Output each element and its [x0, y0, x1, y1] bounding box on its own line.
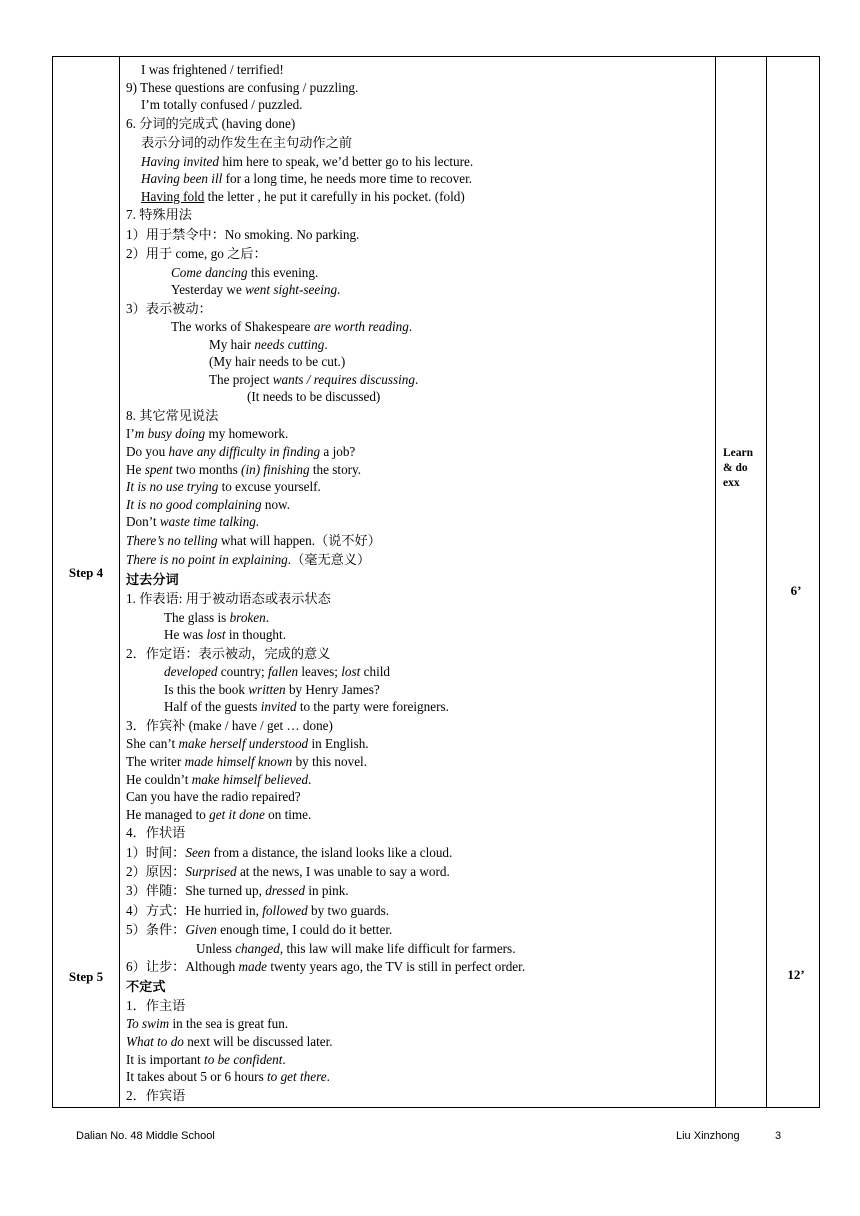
text-run: by two guards. [307, 902, 390, 918]
text-run: changed [235, 940, 280, 956]
content-line [126, 353, 716, 371]
text-run: 2．作宾语 [126, 1087, 186, 1103]
content-line [126, 153, 716, 171]
text-run: twenty years ago, the TV is still in perfect order. [267, 959, 526, 975]
text-run: 2．作定语：表示被动，完成的意义 [126, 645, 331, 661]
text-run: Do you [126, 444, 169, 460]
text-run: It is important [126, 1051, 205, 1067]
text-run: . [265, 609, 270, 625]
text-run: It is no good complaining [126, 496, 262, 512]
text-run: what will happen.（说不好） [217, 533, 381, 549]
content-line [126, 806, 716, 824]
content-line [126, 114, 716, 133]
text-run: Surprised [185, 864, 237, 880]
text-run: 4）方式：He hurried in, [126, 902, 263, 918]
text-run: (My hair needs to be cut.) [209, 354, 346, 370]
text-run: . [282, 1051, 286, 1067]
text-run: 2）用于 come, go 之后： [126, 246, 267, 262]
text-run: from a distance, the island looks like a cloud. [210, 844, 453, 860]
content-line [126, 862, 716, 881]
text-run: are worth reading [313, 319, 409, 335]
content-line [126, 79, 716, 97]
content-line [126, 133, 716, 152]
text-run: 表示分词的动作发生在主句动作之前 [141, 135, 352, 151]
content-line [126, 570, 716, 589]
column-divider [766, 57, 767, 1107]
content-line [126, 1033, 716, 1051]
text-run: 6. 分词的完成式 (having done) [126, 115, 296, 131]
step-4-label: Step 4 [68, 565, 104, 580]
content-line [126, 626, 716, 644]
text-run: The writer [126, 753, 185, 769]
text-run: made himself known [184, 753, 293, 769]
step-5-time: 12’ [787, 967, 805, 982]
content-line [126, 753, 716, 771]
activity-label [723, 446, 767, 491]
text-run: . [308, 771, 312, 787]
text-run: on time. [264, 806, 312, 822]
content-line [126, 496, 716, 514]
text-run: to get there [267, 1069, 327, 1085]
content-line [126, 264, 716, 282]
text-run: . [255, 514, 260, 530]
text-run: went sight-seeing [245, 282, 338, 298]
text-run: (It needs to be discussed) [247, 389, 381, 405]
content-line [126, 225, 716, 244]
text-run: 5）条件： [126, 922, 186, 938]
content-line [126, 788, 716, 806]
content-line [126, 531, 716, 550]
text-run: Can you have the radio repaired? [126, 789, 301, 805]
text-run: 6）让步：Although [126, 959, 239, 975]
content-line [126, 644, 716, 663]
content-line [126, 170, 716, 188]
text-run: to be confident [204, 1051, 283, 1067]
content-line [126, 425, 716, 443]
content-line [126, 550, 716, 569]
text-run: in the sea is great fun. [169, 1016, 289, 1032]
content-line [126, 388, 716, 406]
text-run: this evening. [247, 264, 319, 280]
text-run: What to do [126, 1034, 184, 1049]
text-run: . [324, 336, 328, 352]
content-line [126, 1015, 716, 1033]
content-line [126, 940, 716, 958]
text-run: 3．作宾补 (make / have / get … done) [126, 717, 333, 733]
text-run: 1）时间： [126, 844, 186, 860]
text-run: child [360, 664, 390, 680]
activity-line: Learn [723, 447, 754, 459]
text-run: followed [262, 902, 308, 918]
text-run: There is no point in explaining [126, 552, 288, 568]
text-run: The works of Shakespeare [171, 319, 314, 335]
content-line [126, 901, 716, 920]
page-number: 3 [775, 1130, 782, 1142]
text-run: 7. 特殊用法 [126, 207, 192, 223]
text-run: enough time, I could do it better. [216, 922, 393, 938]
content-line [126, 513, 716, 531]
text-run: m busy doing [134, 426, 206, 442]
text-run: She can’t [126, 736, 179, 752]
text-run: dressed [265, 883, 306, 899]
text-run: 过去分词 [126, 571, 179, 587]
lesson-table [52, 56, 820, 1108]
text-run: . [326, 1069, 330, 1085]
text-run: . [414, 371, 419, 387]
content-line [126, 406, 716, 425]
content-line [126, 244, 716, 263]
text-run: spent [144, 461, 173, 477]
text-run: fallen [268, 664, 299, 680]
content-line [126, 589, 716, 608]
content-line [126, 1068, 716, 1086]
content-line [126, 881, 716, 900]
text-run: next will be discussed later. [183, 1034, 333, 1049]
text-run: It takes about 5 or 6 hours [126, 1069, 268, 1085]
text-run: It is no use trying [126, 479, 219, 495]
text-run: Having fold [141, 188, 205, 204]
activity-line: & do [723, 462, 748, 474]
text-run: invited [260, 699, 297, 715]
text-run: .（毫无意义） [287, 552, 371, 568]
text-run: Unless [196, 940, 236, 956]
content-line [126, 205, 716, 224]
text-run: my homework. [205, 426, 289, 442]
text-run: 3）表示被动： [126, 300, 212, 316]
text-run: To swim [126, 1016, 170, 1032]
text-run: 2）原因： [126, 864, 186, 880]
text-run: Having invited [141, 153, 220, 169]
content-line [126, 663, 716, 681]
text-run: in English. [308, 736, 369, 752]
text-run: 1．作主语 [126, 998, 186, 1014]
content-line [126, 823, 716, 842]
text-run: He managed to [126, 806, 210, 822]
text-run: 8. 其它常见说法 [126, 408, 219, 424]
text-run: the letter , he put it carefully in his pocket. (fold) [204, 188, 465, 204]
content-line [126, 188, 716, 206]
content-line [126, 843, 716, 862]
text-run: broken [229, 609, 266, 625]
text-run: at the news, I was unable to say a word. [236, 864, 450, 880]
text-run: 1）用于禁令中：No smoking. No parking. [126, 226, 360, 242]
text-run: get it done [209, 806, 265, 822]
footer-author: Liu Xinzhong [676, 1130, 740, 1142]
content-line [126, 920, 716, 939]
text-run: a job? [320, 444, 356, 460]
text-run: now. [261, 496, 290, 512]
text-run: 不定式 [126, 978, 166, 994]
content-line [126, 461, 716, 479]
content-line [126, 61, 716, 79]
content-line [126, 716, 716, 735]
text-run: to excuse yourself. [218, 479, 321, 495]
content-line [126, 443, 716, 461]
text-run: for a long time, he needs more time to recover. [222, 171, 473, 187]
text-run: make himself believed [191, 771, 309, 787]
text-run: waste time talking [159, 514, 256, 530]
text-run: have any difficulty in finding [168, 444, 321, 460]
content-line [126, 609, 716, 627]
content-line [126, 96, 716, 114]
text-run: by Henry James? [285, 681, 380, 697]
text-run: I’ [126, 426, 135, 442]
text-run: The glass is [164, 609, 230, 625]
content-line [126, 681, 716, 699]
text-run: in pink. [305, 883, 349, 899]
text-run: Yesterday we [171, 282, 246, 298]
text-run: I’m totally confused / puzzled. [141, 97, 303, 113]
text-run: wants / requires discussing [272, 371, 415, 387]
text-run: , this law will make life difficult for farmers. [279, 940, 516, 956]
text-run: He couldn’t [126, 771, 192, 787]
text-run: There’s no telling [126, 533, 218, 549]
footer-school: Dalian No. 48 Middle School [76, 1130, 215, 1142]
text-run: Having been ill [141, 171, 223, 187]
text-run: by this novel. [292, 753, 368, 769]
text-run: the story. [309, 461, 362, 477]
content-line [126, 318, 716, 336]
text-run: in thought. [225, 627, 286, 643]
text-run: 9) These questions are confusing / puzzling. [126, 79, 359, 95]
text-run: (in) finishing [241, 461, 310, 477]
content-line [126, 281, 716, 299]
content-line [126, 996, 716, 1015]
column-divider [119, 57, 120, 1107]
text-run: Half of the guests [164, 699, 261, 715]
content-line [126, 478, 716, 496]
text-run: developed [164, 664, 218, 680]
text-run: He was [164, 627, 207, 643]
text-run: country; [217, 664, 268, 680]
content-line [126, 735, 716, 753]
text-run: two months [172, 461, 242, 477]
text-run: made [238, 959, 268, 975]
content-line [126, 698, 716, 716]
text-run: . [408, 319, 413, 335]
text-run: leaves; [298, 664, 342, 680]
text-run: He [126, 461, 145, 477]
content-line [126, 371, 716, 389]
text-run: Come dancing [171, 264, 248, 280]
text-run: 1. 作表语: 用于被动语态或表示状态 [126, 591, 331, 607]
text-run: needs cutting [254, 336, 325, 352]
content-line [126, 977, 716, 996]
text-run: . [337, 282, 341, 298]
step-5-label: Step 5 [68, 969, 104, 984]
text-run: written [248, 681, 286, 697]
lesson-content [126, 61, 716, 1105]
content-line [126, 299, 716, 318]
text-run: to the party were foreigners. [296, 699, 449, 715]
text-run: lost [206, 627, 226, 643]
text-run: him here to speak, we’d better go to his lecture. [219, 153, 474, 169]
text-run: Given [185, 922, 217, 938]
text-run: Seen [185, 844, 211, 860]
text-run: make herself understood [178, 736, 309, 752]
content-line [126, 1051, 716, 1069]
content-line [126, 957, 716, 976]
text-run: lost [341, 664, 361, 680]
text-run: Is this the book [164, 681, 249, 697]
text-run: My hair [209, 336, 255, 352]
text-run: 3）伴随：She turned up, [126, 883, 266, 899]
activity-line: exx [723, 477, 740, 489]
step-4-time: 6’ [790, 583, 802, 598]
text-run: The project [209, 371, 273, 387]
text-run: 4．作状语 [126, 825, 186, 841]
content-line [126, 1086, 716, 1105]
content-line [126, 771, 716, 789]
content-line [126, 336, 716, 354]
text-run: Don’t [126, 514, 160, 530]
text-run: I was frightened / terrified! [141, 62, 284, 77]
